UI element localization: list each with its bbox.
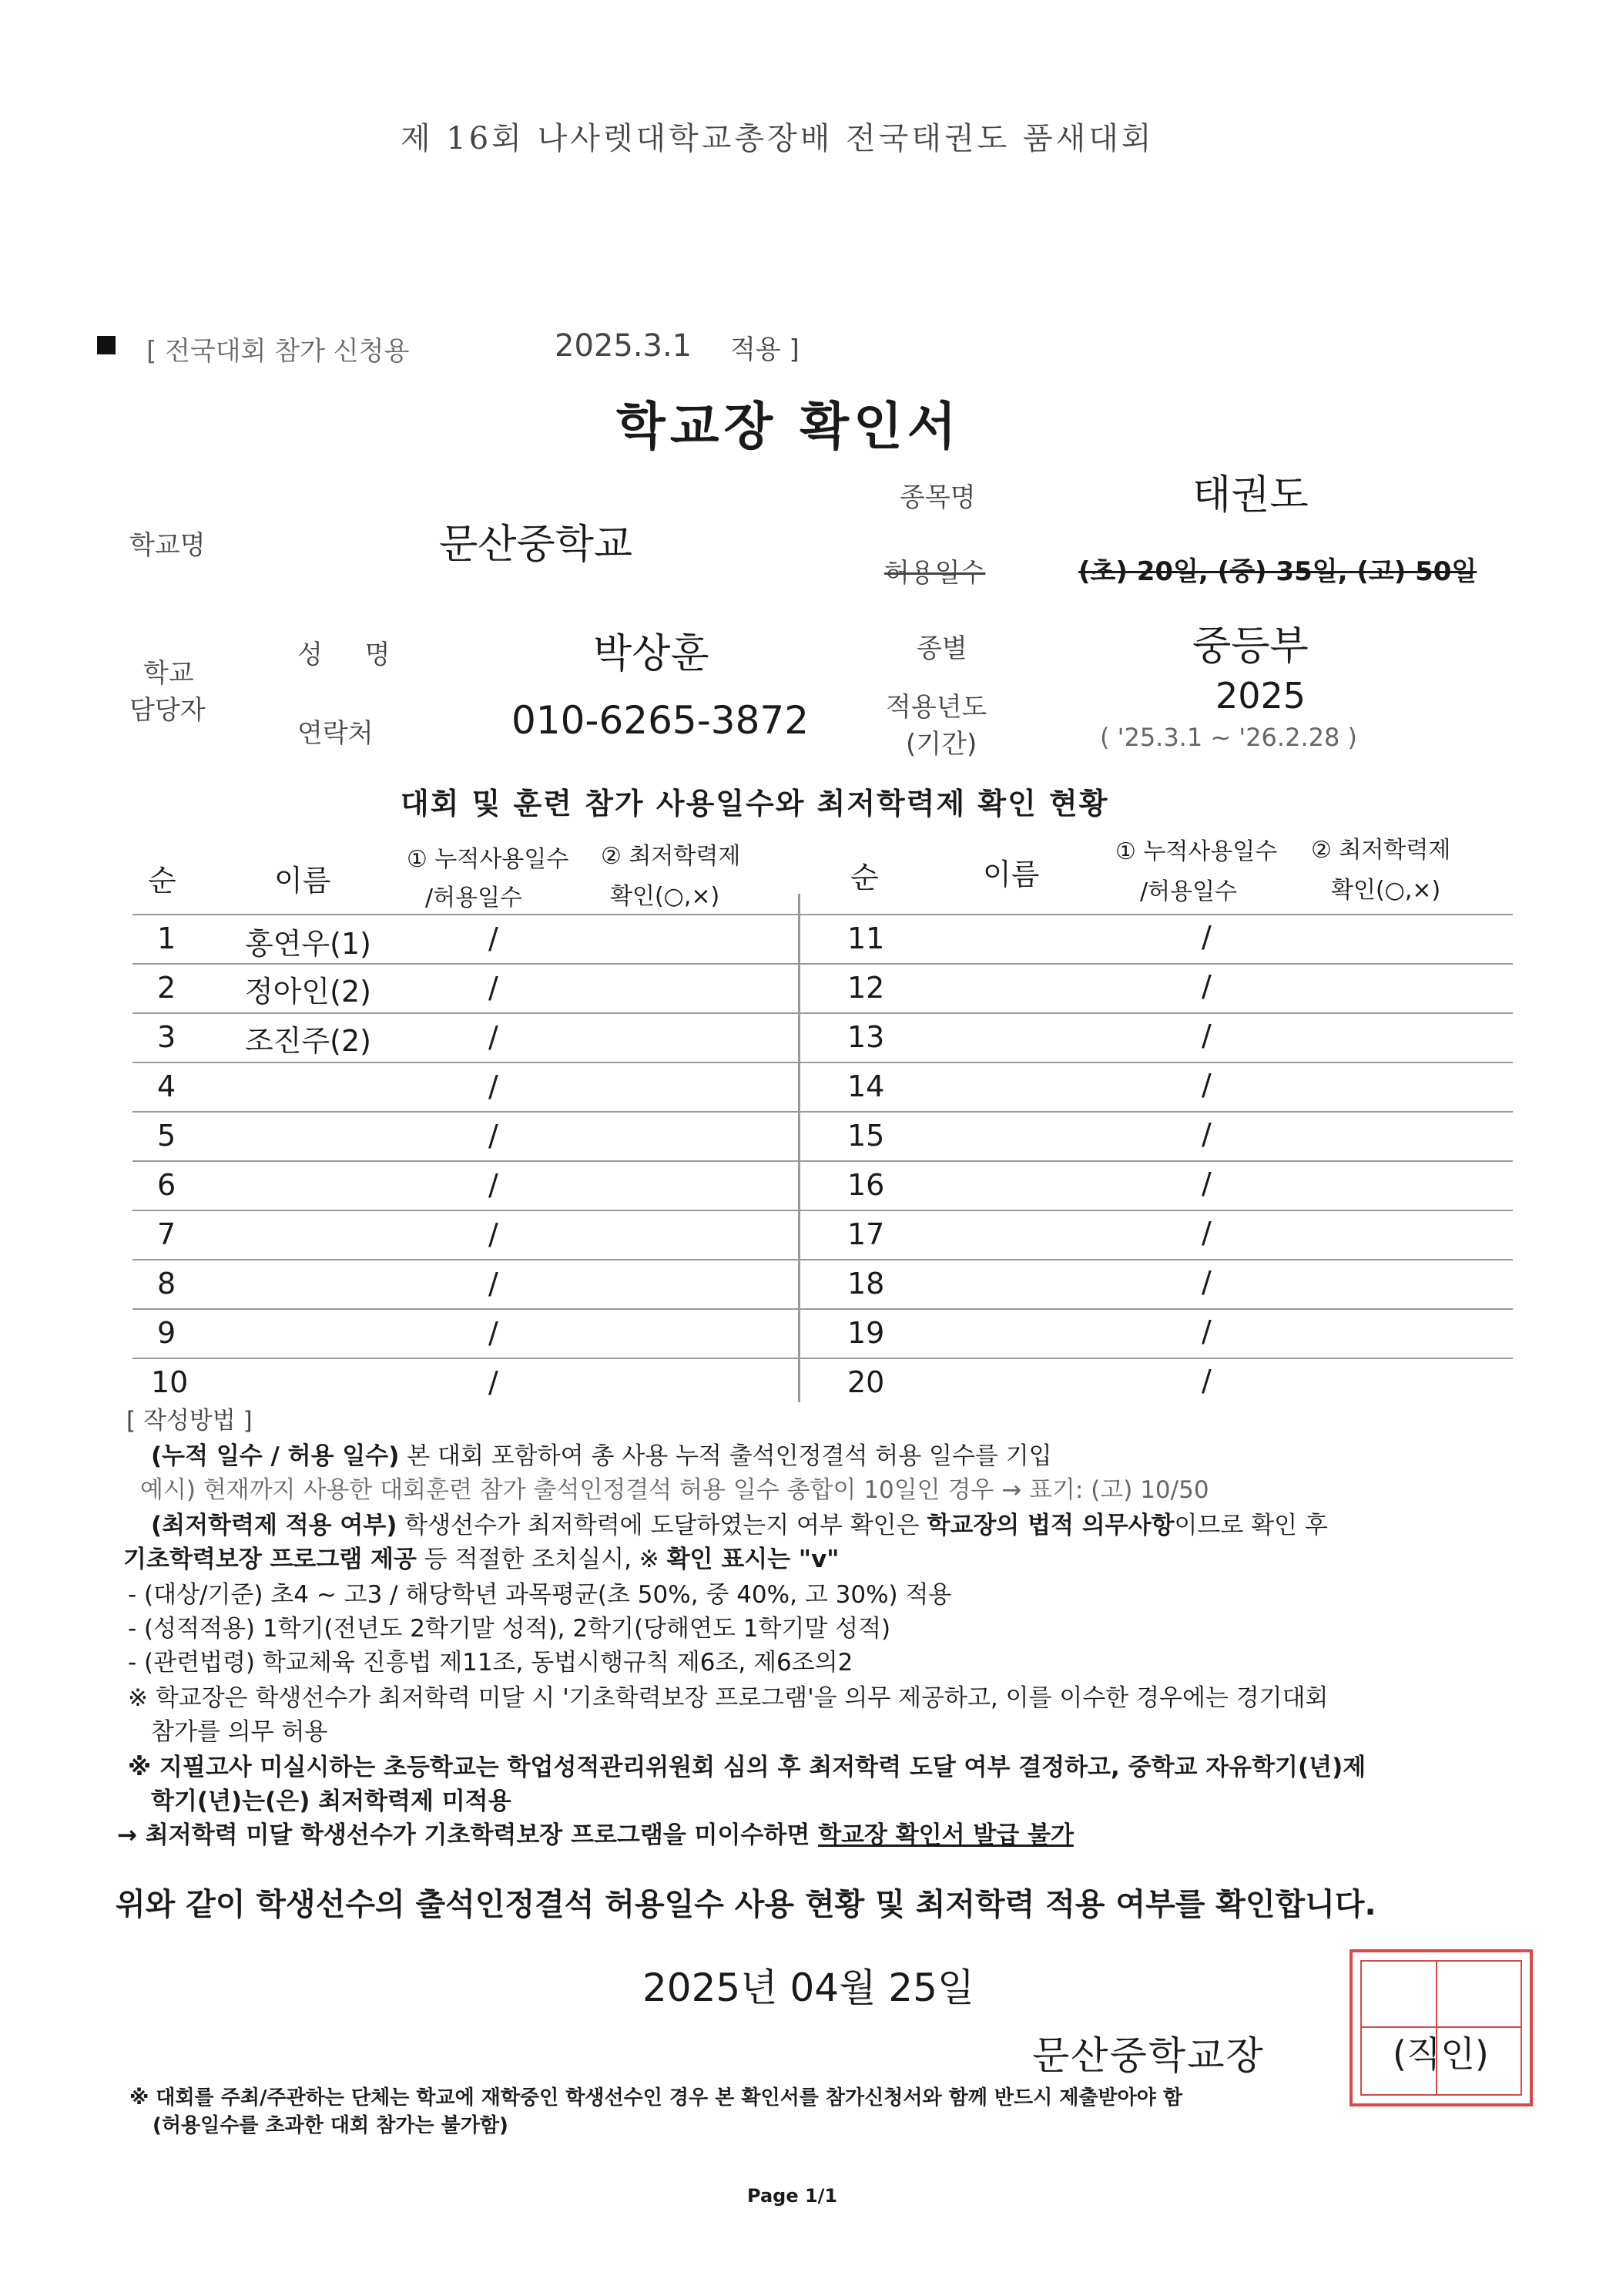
row-slash: /	[488, 1267, 498, 1301]
note-7a: ※ 지필고사 미실시하는 초등학교는 학업성적관리위원회 심의 후 최저학력 도달 여부 결정하고, 중학교 자유학기(년)제	[128, 1754, 1366, 1781]
note-3: - (대상/기준) 초4 ~ 고3 / 해당학년 과목평균(초 50%, 중 40%, 고 30%) 적용	[128, 1581, 952, 1609]
row-rule	[132, 1308, 1513, 1310]
contact-value: 010-6265-3872	[511, 698, 810, 743]
row-slash: /	[1202, 920, 1212, 954]
row-rule	[132, 1210, 1513, 1211]
note-2-bold: (최저학력제 적용 여부)	[151, 1512, 397, 1539]
row-rule	[132, 1160, 1513, 1162]
row-slash: /	[1202, 1265, 1212, 1299]
confirm-statement: 위와 같이 학생선수의 출석인정결석 허용일수 사용 현황 및 최저학력 적용 여부를 확인합니다.	[116, 1887, 1376, 1922]
event-value: 태권도	[1192, 472, 1309, 519]
row-slash: /	[1202, 969, 1212, 1003]
table-center-divider	[798, 894, 800, 1402]
note-2-program: 기초학력보장 프로그램 제공	[123, 1546, 417, 1573]
row-slash: /	[488, 1365, 498, 1399]
row-no: 16	[847, 1168, 885, 1202]
row-slash: /	[488, 971, 498, 1005]
row-rule	[132, 963, 1513, 965]
row-no: 14	[847, 1069, 885, 1103]
row-slash: /	[1202, 1166, 1212, 1200]
note-1-text: 본 대회 포함하여 총 사용 누적 출석인정결석 허용 일수를 기입	[399, 1442, 1052, 1470]
col-no-right: 순	[850, 861, 879, 895]
row-no: 2	[157, 971, 176, 1005]
row-name: 정아인(2)	[245, 975, 371, 1009]
row-no: 9	[157, 1316, 176, 1350]
note-8	[117, 1818, 1074, 1852]
period-value: ( '25.3.1 ~ '26.2.28 )	[1100, 723, 1357, 752]
school-value: 문산중학교	[439, 522, 633, 568]
row-slash: /	[1202, 1216, 1212, 1250]
allowed-days-label: 허용일수	[884, 558, 986, 589]
row-slash: /	[488, 1217, 498, 1251]
note-2-action: 등 적절한 조치실시, ※	[416, 1546, 667, 1573]
note-5: - (관련법령) 학교체육 진흥법 제11조, 동법시행규칙 제6조, 제6조의2	[128, 1649, 853, 1677]
col-check-left-1: ② 최저학력제	[601, 843, 741, 870]
allowed-days-value: (초) 20일, (중) 35일, (고) 50일	[1078, 556, 1477, 587]
seal-label: (직인)	[1393, 2033, 1489, 2075]
row-no: 3	[157, 1020, 176, 1054]
row-no: 17	[847, 1217, 885, 1251]
form-apply: 적용 ]	[730, 334, 800, 365]
row-no: 4	[157, 1069, 176, 1103]
notes-heading: [ 작성방법 ]	[126, 1407, 253, 1435]
form-bullet	[97, 336, 116, 354]
note-4: - (성적적용) 1학기(전년도 2학기말 성적), 2학기(당해연도 1학기말 성적)	[128, 1615, 891, 1643]
row-no: 18	[847, 1267, 885, 1301]
name-value: 박상훈	[593, 631, 709, 677]
row-rule	[132, 1012, 1513, 1014]
row-no: 12	[847, 971, 885, 1005]
note-6b: 참가를 의무 허용	[151, 1718, 328, 1746]
note-2-mark: 확인 표시는 "v"	[666, 1546, 840, 1573]
note-2-text: 학생선수가 최저학력에 도달하였는지 여부 확인은	[397, 1512, 927, 1539]
col-days-right-1: ① 누적사용일수	[1115, 838, 1278, 865]
row-no: 5	[157, 1119, 176, 1153]
footer-line-2: (허용일수를 초과한 대회 참가는 불가함)	[153, 2114, 508, 2137]
manager-label-2: 담당자	[129, 695, 206, 726]
note-6a: ※ 학교장은 학생선수가 최저학력 미달 시 '기초학력보장 프로그램'을 의무 제공하고, 이를 이수한 경우에는 경기대회	[128, 1684, 1329, 1712]
note-7b: 학기(년)는(은) 최저학력제 미적용	[151, 1787, 511, 1815]
row-no: 13	[847, 1020, 885, 1054]
row-no: 15	[847, 1119, 885, 1153]
row-rule	[132, 1111, 1513, 1113]
row-rule	[132, 1358, 1513, 1359]
col-days-left-2: /허용일수	[425, 884, 523, 911]
year-label-1: 적용년도	[886, 692, 987, 723]
row-slash: /	[1202, 1314, 1212, 1348]
year-label-2: (기간)	[906, 729, 977, 760]
row-slash: /	[488, 1119, 498, 1153]
table-title: 대회 및 훈련 참가 사용일수와 최저학력제 확인 현황	[401, 787, 1109, 821]
note-1-bold: (누적 일수 / 허용 일수)	[151, 1442, 400, 1470]
note-2-duty: 학교장의 법적 의무사항	[927, 1512, 1175, 1539]
row-no: 7	[157, 1217, 176, 1251]
page-number: Page 1/1	[747, 2185, 838, 2207]
principal-name: 문산중학교장	[1032, 2033, 1265, 2078]
row-name: 홍연우(1)	[245, 927, 371, 961]
table-header-rule	[132, 914, 1513, 915]
school-label: 학교명	[129, 530, 206, 561]
row-slash: /	[488, 1168, 498, 1202]
event-label: 종목명	[900, 482, 976, 513]
category-value: 중등부	[1192, 623, 1309, 670]
col-days-left-1: ① 누적사용일수	[407, 846, 569, 873]
category-label: 종별	[917, 633, 967, 664]
row-slash: /	[1202, 1364, 1212, 1398]
col-days-right-2: /허용일수	[1140, 878, 1238, 905]
row-no: 20	[847, 1365, 885, 1399]
name-label: 성 명	[297, 639, 407, 670]
col-check-right-1: ② 최저학력제	[1311, 837, 1451, 864]
note-1-example: 예시) 현재까지 사용한 대회훈련 참가 출석인정결석 허용 일수 총합이 10일인 경우 → 표기: (고) 10/50	[140, 1476, 1209, 1504]
row-slash: /	[488, 1316, 498, 1350]
competition-title: 제 16회 나사렛대학교총장배 전국태권도 품새대회	[401, 121, 1155, 156]
col-check-left-2: 확인(○,×)	[610, 883, 720, 910]
col-check-right-2: 확인(○,×)	[1331, 877, 1441, 904]
contact-label: 연락처	[297, 718, 374, 749]
note-1	[151, 1439, 1052, 1473]
row-no: 11	[847, 921, 885, 955]
row-slash: /	[488, 1069, 498, 1103]
note-2-cont	[123, 1542, 839, 1576]
row-rule	[132, 1062, 1513, 1063]
row-rule	[132, 1259, 1513, 1260]
manager-label-1: 학교	[143, 658, 194, 689]
note-8-text: → 최저학력 미달 학생선수가 기초학력보장 프로그램을 미이수하면	[117, 1821, 819, 1849]
note-8-underline: 학교장 확인서 발급 불가	[818, 1821, 1074, 1849]
col-name-right: 이름	[983, 858, 1040, 891]
issue-date: 2025년 04월 25일	[642, 1965, 975, 2010]
row-no: 1	[157, 921, 176, 955]
row-no: 19	[847, 1316, 885, 1350]
form-date: 2025.3.1	[555, 328, 692, 364]
year-value: 2025	[1215, 675, 1306, 717]
doc-title: 학교장 확인서	[616, 397, 961, 456]
note-2	[151, 1509, 1328, 1542]
row-no: 8	[157, 1267, 176, 1301]
row-slash: /	[488, 1020, 498, 1054]
form-note: [ 전국대회 참가 신청용	[146, 336, 410, 367]
row-no: 6	[157, 1168, 176, 1202]
col-name-left: 이름	[274, 864, 331, 898]
row-no: 10	[151, 1365, 189, 1399]
note-2-tail: 이므로 확인 후	[1174, 1512, 1328, 1539]
row-slash: /	[488, 921, 498, 955]
row-name: 조진주(2)	[245, 1024, 371, 1058]
row-slash: /	[1202, 1019, 1212, 1052]
row-slash: /	[1202, 1068, 1212, 1102]
col-no-left: 순	[148, 864, 176, 898]
footer-line-1: ※ 대회를 주최/주관하는 단체는 학교에 재학중인 학생선수인 경우 본 확인서를 참가신청서와 함께 반드시 제출받아야 함	[129, 2086, 1183, 2110]
row-slash: /	[1202, 1117, 1212, 1151]
